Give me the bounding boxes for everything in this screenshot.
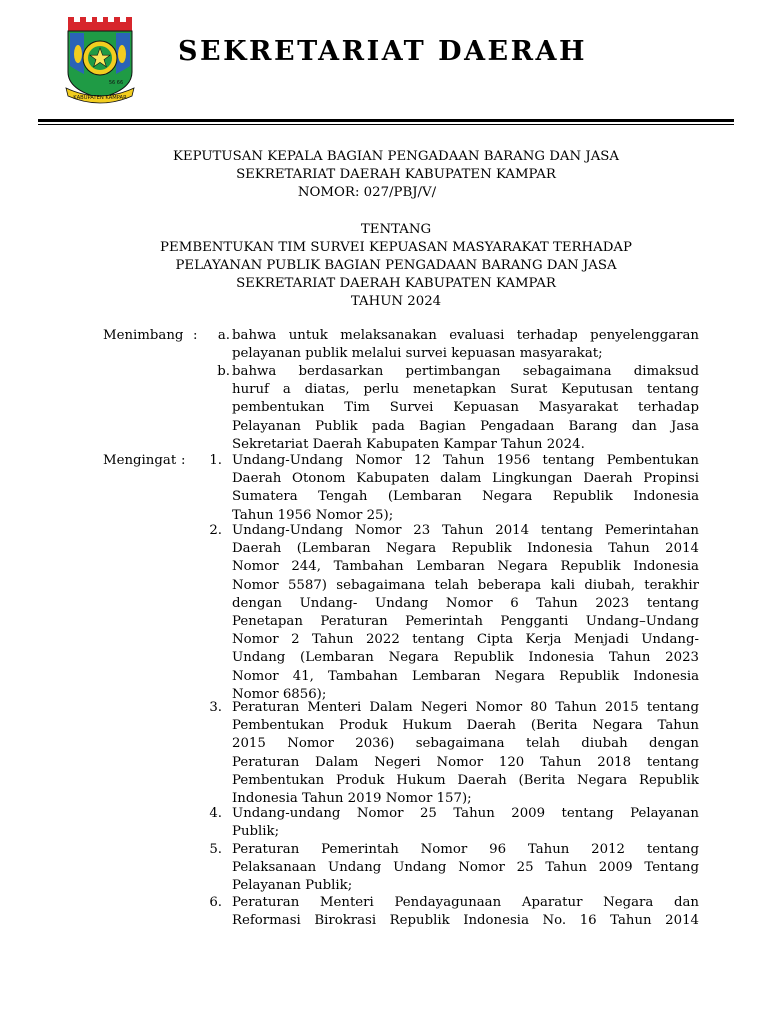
kabupaten-kampar-emblem: [62, 14, 138, 106]
mengingat-item-mark: 4.: [209, 806, 222, 821]
emblem-numbers: 56 66: [108, 80, 124, 86]
text-line: Penetapan Peraturan Pemerintah Pengganti Undang–Undang: [232, 614, 699, 630]
text-line: huruf a diatas, perlu menetapkan Surat Keputusan tentang: [232, 382, 699, 398]
text-line: Nomor 2 Tahun 2022 tentang Cipta Kerja Menjadi Undang-: [232, 632, 699, 648]
menimbang-item-text: [232, 327, 699, 363]
text-line: Nomor 244, Tambahan Lembaran Negara Republik Indonesia: [232, 559, 699, 575]
text-line: Nomor 5587) sebagaimana telah beberapa kali diubah, terakhir: [232, 577, 699, 593]
mengingat-item-mark: 3.: [209, 700, 222, 715]
text-line: 2015 Nomor 2036) sebagaimana telah diubah dengan: [232, 736, 699, 752]
mengingat-item-mark: 2.: [209, 523, 222, 538]
text-line: Undang-Undang Nomor 12 Tahun 1956 tentang Pembentukan: [232, 453, 699, 468]
text-line: Daerah Otonom Kabupaten dalam Lingkungan Daerah Propinsi: [232, 471, 699, 487]
text-line: Sumatera Tengah (Lembaran Negara Republik Indonesia: [232, 489, 699, 505]
mengingat-label: Mengingat: [103, 453, 177, 468]
text-line: Pelayanan Publik;: [232, 878, 353, 894]
decree-subject-line1: PEMBENTUKAN TIM SURVEI KEPUASAN MASYARAKAT TERHADAP: [160, 239, 632, 255]
text-line: Reformasi Birokrasi Republik Indonesia No. 16 Tahun 2014: [232, 913, 699, 929]
text-line: Tahun 1956 Nomor 25);: [232, 507, 394, 523]
decree-title-line2: SEKRETARIAT DAERAH KABUPATEN KAMPAR: [236, 167, 556, 183]
decree-subject-line4: TAHUN 2024: [350, 294, 442, 310]
menimbang-item-mark: b.: [217, 364, 230, 379]
emblem-ribbon-text: KABUPATEN KAMPAR: [73, 95, 127, 101]
text-line: Nomor 6856);: [232, 686, 327, 702]
text-line: Undang-Undang Nomor 23 Tahun 2014 tentang Pemerintahan: [232, 523, 699, 538]
mengingat-item-text: [232, 841, 699, 896]
text-line: Indonesia Tahun 2019 Nomor 157);: [232, 791, 472, 807]
text-line: Pembentukan Produk Hukum Daerah (Berita Negara Tahun: [232, 718, 699, 734]
menimbang-item-mark: a.: [217, 328, 230, 343]
decree-subject-line2: PELAYANAN PUBLIK BAGIAN PENGADAAN BARANG DAN JASA: [175, 258, 617, 274]
menimbang-item-text: [232, 363, 699, 454]
text-line: bahwa untuk melaksanakan evaluasi terhadap penyelenggaran: [232, 328, 699, 343]
text-line: bahwa berdasarkan pertimbangan sebagaimana dimaksud: [232, 364, 699, 379]
text-line: dengan Undang- Undang Nomor 6 Tahun 2023 tentang: [232, 595, 699, 611]
decree-subject-line3: SEKRETARIAT DAERAH KABUPATEN KAMPAR: [236, 276, 556, 292]
mengingat-item-text: [232, 699, 699, 808]
text-line: Daerah (Lembaran Negara Republik Indonesia Tahun 2014: [232, 541, 699, 557]
text-line: Peraturan Pemerintah Nomor 96 Tahun 2012 tentang: [232, 842, 699, 857]
decree-number: NOMOR: 027/PBJ/V/: [297, 185, 437, 201]
mengingat-item-text: [232, 894, 699, 930]
text-line: Peraturan Dalam Negeri Nomor 120 Tahun 2018 tentang: [232, 754, 699, 770]
header-rule-thin: [38, 124, 734, 125]
decree-tentang: TENTANG: [360, 221, 432, 237]
header-rule-thick: [38, 119, 734, 122]
text-line: Peraturan Menteri Dalam Negeri Nomor 80 Tahun 2015 tentang: [232, 700, 699, 715]
mengingat-item-text: [232, 805, 699, 841]
mengingat-item-mark: 1.: [209, 453, 222, 468]
text-line: Pelayanan Publik pada Bagian Pengadaan Barang dan Jasa: [232, 418, 699, 434]
text-line: Sekretariat Daerah Kabupaten Kampar Tahun 2024.: [232, 436, 585, 452]
text-line: Pembentukan Produk Hukum Daerah (Berita Negara Republik: [232, 772, 699, 788]
mengingat-item-mark: 6.: [209, 895, 222, 910]
menimbang-label: Menimbang: [103, 328, 184, 343]
mengingat-colon: :: [181, 453, 186, 468]
mengingat-item-mark: 5.: [209, 842, 222, 857]
text-line: pembentukan Tim Survei Kepuasan Masyarakat terhadap: [232, 400, 699, 416]
letterhead: [0, 0, 768, 125]
decree-title-line1: KEPUTUSAN KEPALA BAGIAN PENGADAAN BARANG DAN JASA: [172, 149, 620, 164]
text-line: pelayanan publik melalui survei kepuasan masyarakat;: [232, 346, 603, 362]
text-line: Nomor 41, Tambahan Lembaran Negara Republik Indonesia: [232, 668, 699, 684]
text-line: Undang-undang Nomor 25 Tahun 2009 tentang Pelayanan: [232, 806, 699, 821]
text-line: Pelaksanaan Undang Undang Nomor 25 Tahun 2009 Tentang: [232, 860, 699, 876]
decree-title-block: [80, 148, 712, 312]
institution-title: SEKRETARIAT DAERAH: [178, 36, 587, 67]
text-line: Peraturan Menteri Pendayagunaan Aparatur Negara dan: [232, 895, 699, 910]
menimbang-colon: :: [193, 328, 198, 343]
text-line: Undang (Lembaran Negara Republik Indonesia Tahun 2023: [232, 650, 699, 666]
mengingat-item-text: [232, 522, 699, 704]
mengingat-item-text: [232, 452, 699, 525]
text-line: Publik;: [232, 824, 280, 840]
